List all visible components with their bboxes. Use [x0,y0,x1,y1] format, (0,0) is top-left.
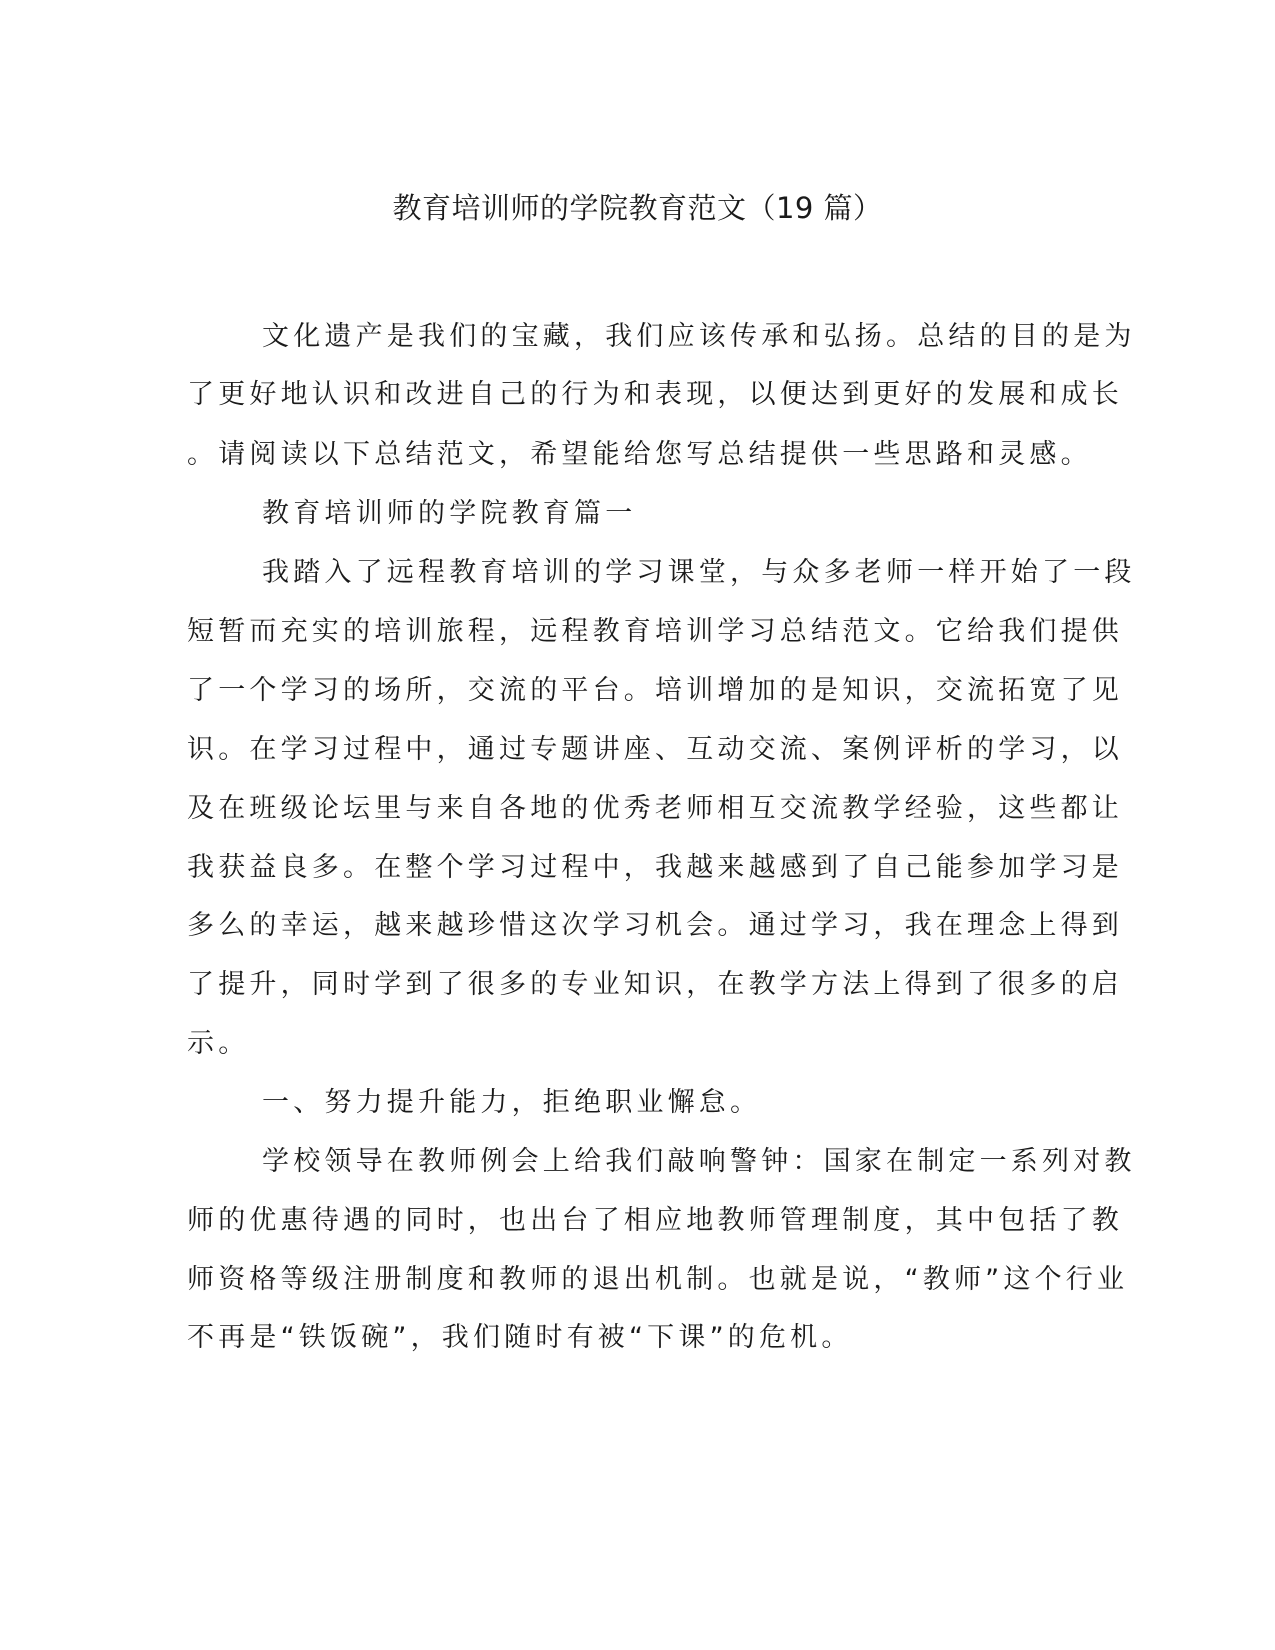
body-line: 示。 [187,1028,250,1059]
body-line: 我获益良多。在整个学习过程中，我越来越感到了自己能参加学习是 [187,852,1123,883]
body-line: 我踏入了远程教育培训的学习课堂，与众多老师一样开始了一段 [262,557,1136,588]
body-line: 文化遗产是我们的宝藏，我们应该传承和弘扬。总结的目的是为 [262,321,1136,352]
body-line: 不再是“铁饭碗”，我们随时有被“下课”的危机。 [187,1322,853,1353]
body-line: 师的优惠待遇的同时，也出台了相应地教师管理制度，其中包括了教 [187,1205,1123,1236]
section-heading: 一、努力提升能力，拒绝职业懈怠。 [262,1087,762,1118]
body-line: 及在班级论坛里与来自各地的优秀老师相互交流教学经验，这些都让 [187,793,1123,824]
body-line: 师资格等级注册制度和教师的退出机制。也就是说，“教师”这个行业 [187,1264,1129,1295]
body-line: 。请阅读以下总结范文，希望能给您写总结提供一些思路和灵感。 [187,439,1092,470]
body-line: 多么的幸运，越来越珍惜这次学习机会。通过学习，我在理念上得到 [187,910,1123,941]
body-line: 学校领导在教师例会上给我们敲响警钟：国家在制定一系列对教 [262,1146,1136,1177]
body-line: 识。在学习过程中，通过专题讲座、互动交流、案例评析的学习，以 [187,734,1123,765]
body-line: 短暂而充实的培训旅程，远程教育培训学习总结范文。它给我们提供 [187,616,1123,647]
body-line: 了更好地认识和改进自己的行为和表现，以便达到更好的发展和成长 [187,379,1123,410]
body-line: 了一个学习的场所，交流的平台。培训增加的是知识，交流拓宽了见 [187,675,1123,706]
section-heading: 教育培训师的学院教育篇一 [262,498,637,529]
document-title: 教育培训师的学院教育范文（19 篇） [392,191,883,225]
body-line: 了提升，同时学到了很多的专业知识，在教学方法上得到了很多的启 [187,969,1123,1000]
